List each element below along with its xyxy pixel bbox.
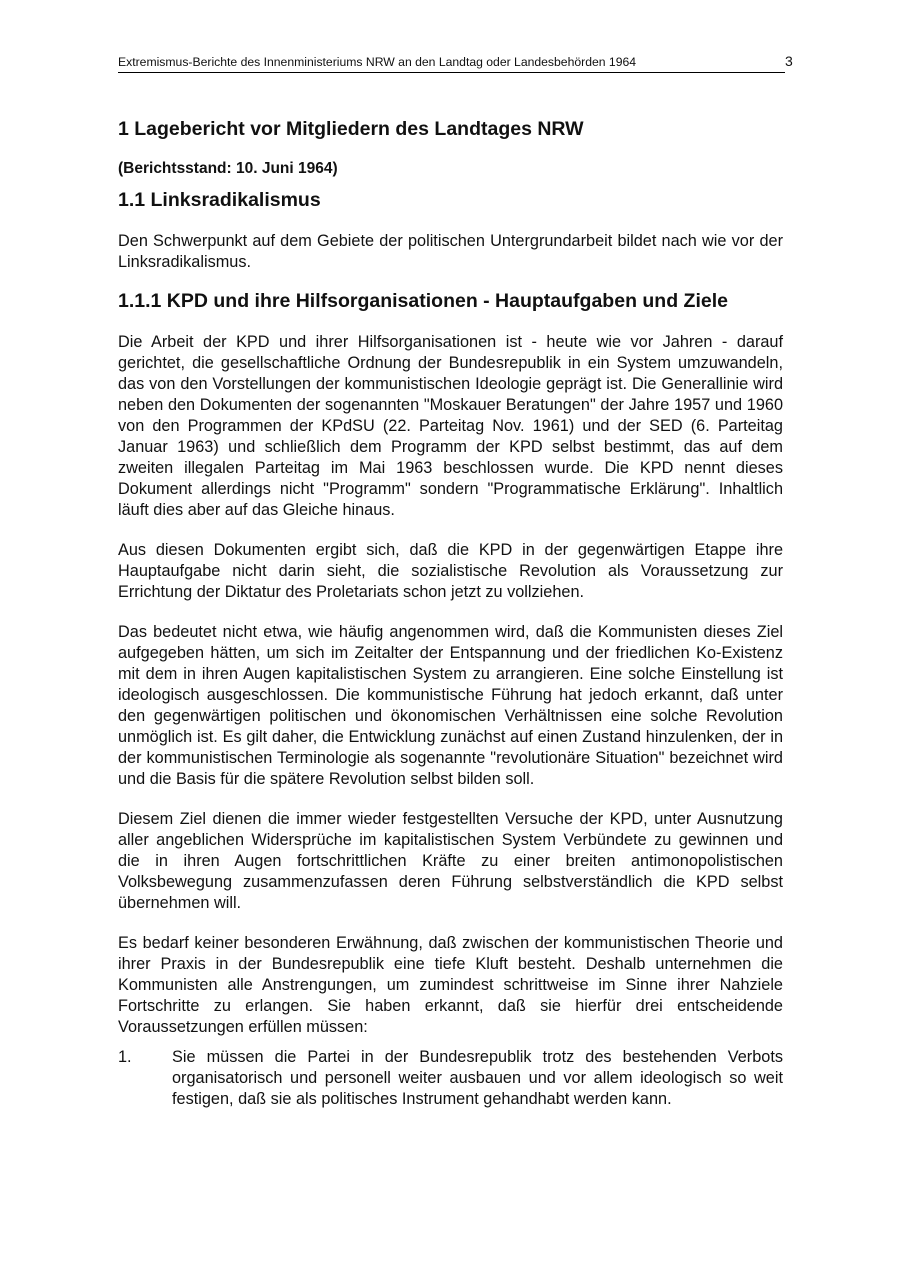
numbered-list-item <box>118 1047 783 1110</box>
report-status: (Berichtsstand: 10. Juni 1964) <box>118 160 338 177</box>
body-paragraph: Die Arbeit der KPD und ihrer Hilfsorganisationen ist - heute wie vor Jahren - darauf gerichtet, die gesellschaftliche Ordnung der Bundesrepublik in ein System umzuwandeln, das von den Vorstellungen der kommunistischen Ideologie geprägt ist. Die Generallinie wird neben den Dokumenten der sogenannten "Moskauer Beratungen" der Jahre 1957 und 1960 von den Programmen der KPdSU (22. Parteitag Nov. 1961) und der SED (6. Parteitag Januar 1963) und schließlich dem Programm der KPD selbst bestimmt, das auf dem zweiten illegalen Parteitag im Mai 1963 beschlossen wurde. Die KPD nennt dieses Dokument allerdings nicht "Programm" sondern "Programmatische Erklärung". Inhaltlich läuft dies aber auf das Gleiche hinaus. <box>118 333 783 519</box>
body-paragraph: Das bedeutet nicht etwa, wie häufig angenommen wird, daß die Kommunisten dieses Ziel aufgegeben hätten, um sich im Zeitalter der Entspannung und der friedlichen Ko-Existenz mit dem in ihren Augen kapitalistischen System zu arrangieren. Eine solche Einstellung ist ideologisch ausgeschlossen. Die kommunistische Führung hat jedoch erkannt, daß unter den gegenwärtigen politischen und ökonomischen Verhältnissen eine solche Revolution unmöglich ist. Es gilt daher, die Entwicklung zunächst auf einen Zustand hinzulenken, der in der kommunistischen Terminologie als sogenannte "revolutionäre Situation" bezeichnet wird und die Basis für die spätere Revolution selbst bilden soll. <box>118 623 783 788</box>
body-paragraph: Diesem Ziel dienen die immer wieder festgestellten Versuche der KPD, unter Ausnutzung aller angeblichen Widersprüche im kapitalistischen System Verbündete zu gewinnen und die in ihren Augen fortschrittlichen Kräfte zu einer breiten antimonopolistischen Volksbewegung zusammenzufassen deren Führung selbstverständlich die KPD selbst übernehmen will. <box>118 810 783 912</box>
body-paragraph: Es bedarf keiner besonderen Erwähnung, daß zwischen der kommunistischen Theorie und ihrer Praxis in der Bundesrepublik eine tiefe Kluft besteht. Deshalb unternehmen die Kommunisten alle Anstrengungen, um zumindest schrittweise im Sinne ihrer Nahziele Fortschritte zu erlangen. Sie haben erkannt, daß sie hierfür drei entscheidende Voraussetzungen erfüllen müssen: <box>118 934 783 1036</box>
list-item-number: 1. <box>118 1048 132 1066</box>
subsection-title: 1.1 Linksradikalismus <box>118 189 321 211</box>
intro-paragraph: Den Schwerpunkt auf dem Gebiete der politischen Untergrundarbeit bildet nach wie vor der Linksradikalismus. <box>118 232 783 271</box>
body-paragraph: Aus diesen Dokumenten ergibt sich, daß die KPD in der gegenwärtigen Etappe ihre Hauptaufgabe nicht darin sieht, die sozialistische Revolution als Voraussetzung zur Errichtung der Diktatur des Proletariats schon jetzt zu vollziehen. <box>118 541 783 601</box>
subsubsection-title: 1.1.1 KPD und ihre Hilfsorganisationen - Hauptaufgaben und Ziele <box>118 290 728 312</box>
section-title: 1 Lagebericht vor Mitgliedern des Landtages NRW <box>118 118 584 140</box>
page-content <box>118 117 783 1110</box>
list-item-text: Sie müssen die Partei in der Bundesrepublik trotz des bestehenden Verbots organisatorisch und personell weiter ausbauen und vor allem ideologisch so weit festigen, daß sie als politisches Instrument gehandhabt werden kann. <box>172 1048 783 1108</box>
running-header: Extremismus-Berichte des Innenministeriums NRW an den Landtag oder Landesbehörden 1964 <box>118 54 785 73</box>
page-number: 3 <box>785 53 793 69</box>
